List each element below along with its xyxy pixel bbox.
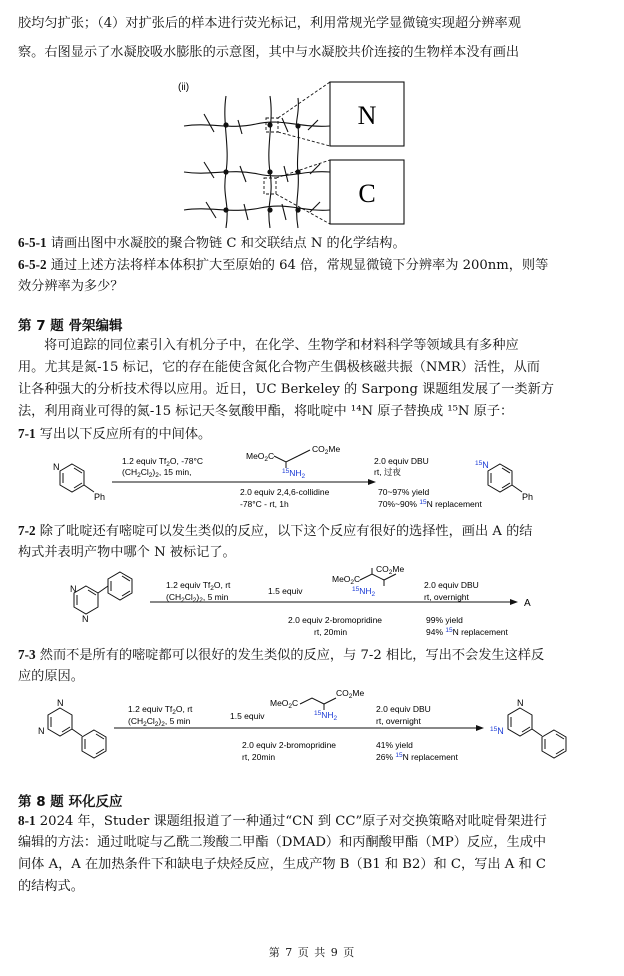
svg-text:N: N: [38, 726, 45, 736]
svg-text:Ph: Ph: [522, 492, 534, 502]
scheme2-conditions3: rt, overnight: [424, 592, 469, 602]
scheme3-reagent2: 2.0 equiv 2-bromopridine: [242, 740, 337, 750]
phenylpyrimidine-structure: [74, 572, 132, 614]
question-number: 6-5-1: [18, 235, 47, 250]
scheme1-yield: 70~97% yield: [378, 487, 430, 497]
svg-text:MeO2C: MeO$_2$C: [246, 451, 275, 463]
question-7-3: [18, 644, 610, 668]
question-6-5-1: [18, 232, 610, 256]
scheme2-replacement: 94% $^{15}$N replacement: [426, 627, 508, 637]
question-8-1-line-4: 的结构式。: [18, 879, 84, 894]
scheme2-yield: 99% yield: [426, 615, 463, 625]
svg-text:CO2Me: $CO_2Me$: [336, 688, 365, 700]
svg-text:CO2Me: $CO_2Me$: [312, 444, 341, 456]
product-a-label: A: [524, 598, 531, 609]
question-7-3-cont: 应的原因。: [18, 669, 84, 684]
question-text: 通过上述方法将样本体积扩大至原始的 64 倍，常规显微镜下分辨率为 200nm，则等: [50, 258, 549, 273]
pyridine-n: N: [53, 462, 60, 472]
scheme1-conditions2: -78°C - rt, 1h: [240, 499, 289, 509]
svg-text:CO2Me: $CO_2Me$: [376, 564, 405, 576]
svg-text:(CH2Cl2)2, 5 min: $(CH_2Cl_2)_2$, 5 min: [166, 592, 229, 604]
section-7-title: 第 7 题 骨架编辑: [18, 318, 123, 334]
question-text: 然而不是所有的嘧啶都可以很好的发生类似的反应，与 7-2 相比，写出不会发生这样反: [39, 648, 545, 663]
question-text: 写出以下反应所有的中间体。: [39, 427, 212, 442]
question-number: 7-1: [18, 426, 36, 441]
phenyl-label: Ph: [94, 492, 106, 502]
scheme2-conditions2: rt, 20min: [314, 627, 348, 637]
svg-text:N: N: [517, 698, 524, 708]
question-text: 请画出图中水凝胶的聚合物链 C 和交联结点 N 的化学结构。: [50, 236, 406, 251]
pyridine-structure: [60, 464, 94, 492]
crosslink-label-n: N: [357, 101, 377, 130]
intro-line-2: 察。右图显示了水凝胶吸水膨胀的示意图，其中与水凝胶共价连接的生物样本没有画出: [18, 45, 520, 60]
svg-text:1.2 equiv Tf2O, -78°C: 1.2 equiv $Tf_2O$, -78°C: [122, 456, 204, 468]
question-number: 6-5-2: [18, 257, 47, 272]
question-number: 8-1: [18, 813, 36, 828]
reaction-scheme-2: [14, 564, 614, 644]
question-text: 除了吡啶还有嘧啶可以发生类似的反应，以下这个反应有很好的选择性，画出 A 的结: [39, 524, 533, 539]
svg-text:1.2 equiv Tf2O, rt: 1.2 equiv $Tf_2O$, rt: [128, 704, 193, 716]
question-7-2: [18, 520, 610, 544]
zoom-box-bottom: [264, 178, 276, 194]
scheme3-conditions3: rt, overnight: [376, 716, 421, 726]
scheme3-replacement: 26% $^{15}$N replacement: [376, 752, 458, 762]
scheme1-replacement: 70%~90% $^{15}$N replacement: [378, 499, 482, 509]
section-7-para-2: 用。尤其是氮-15 标记，它的存在能使含氮化合物产生偶极核磁共振（NMR）活性，从而: [18, 360, 540, 375]
chain-label-c: C: [358, 179, 376, 208]
crosslink-nodes: [223, 122, 300, 212]
scheme3-yield: 41% yield: [376, 740, 413, 750]
aspartate-structure: [274, 450, 310, 468]
reaction-scheme-1: [14, 444, 614, 516]
section-7-para-3: 让各种强大的分析技术得以应用。近日，UC Berkeley 的 Sarpong 课题组发展了一类新方: [18, 382, 554, 397]
scheme1-reagent3: 2.0 equiv DBU: [374, 456, 429, 466]
labelled-pyrimidine-product: [508, 708, 566, 758]
scheme2-reagent2: 2.0 equiv 2-bromopridine: [288, 615, 383, 625]
question-7-2-cont: 构式并表明产物中哪个 N 被标记了。: [18, 545, 236, 560]
svg-text:15N: $^{15}$N: [475, 460, 489, 470]
scheme2-equiv: 1.5 equiv: [268, 586, 303, 596]
question-6-5-2-cont: 效分辨率为多少？: [18, 279, 124, 294]
polymer-network: [184, 96, 330, 228]
svg-text:15NH2: $^{15}NH_2$: [314, 710, 338, 722]
page-footer: 第 7 页 共 9 页: [268, 946, 356, 959]
question-7-1: [18, 423, 610, 447]
section-7-para-4: 法，利用商业可得的氮-15 标记天冬氨酸甲酯，将吡啶中 ¹⁴N 原子替换成 ¹⁵N 原子：: [18, 404, 514, 419]
hydrogel-figure: [170, 74, 430, 232]
question-number: 7-2: [18, 523, 36, 538]
question-8-1-line-3: 间体 A，A 在加热条件下和缺电子炔烃反应，生成产物 B（B1 和 B2）和 C，写出 A 和 C: [18, 857, 546, 872]
figure-panel-label: (ii): [178, 82, 190, 93]
scheme3-conditions2: rt, 20min: [242, 752, 276, 762]
scheme1-conditions3: rt, 过夜: [374, 467, 401, 477]
svg-text:15N: $^{15}$N: [490, 726, 504, 736]
scheme3-reagent3: 2.0 equiv DBU: [376, 704, 431, 714]
svg-text:(CH2Cl2)2, 15 min,: $(CH_2Cl_2)_2$, 15 min,: [122, 467, 192, 479]
svg-text:N: N: [57, 698, 64, 708]
svg-text:15NH2: $^{15}NH_2$: [282, 468, 306, 480]
section-7-para-1: 将可追踪的同位素引入有机分子中，在化学、生物学和材料科学等领域具有多种应: [44, 338, 519, 353]
reaction-scheme-3: [14, 686, 614, 768]
svg-text:15NH2: $^{15}NH_2$: [352, 586, 376, 598]
svg-text:N: N: [70, 584, 77, 594]
phenylpyrimidine-5-structure: [48, 708, 106, 758]
svg-text:MeO2C: MeO$_2$C: [332, 574, 361, 586]
question-text: 2024 年，Studer 课题组报道了一种通过“CN 到 CC”原子对交换策略对吡啶骨架进行: [35, 814, 547, 829]
intro-line-1: 胶均匀扩张；（4）对扩张后的样本进行荧光标记，利用常规光学显微镜实现超分辨率观: [18, 16, 521, 31]
section-8-title: 第 8 题 环化反应: [18, 794, 123, 810]
svg-text:N: N: [82, 614, 89, 624]
scheme3-equiv: 1.5 equiv: [230, 711, 265, 721]
svg-text:1.2 equiv Tf2O, rt: 1.2 equiv $Tf_2O$, rt: [166, 580, 231, 592]
question-number: 7-3: [18, 647, 36, 662]
question-6-5-2: [18, 254, 610, 278]
question-8-1-line-2: 编辑的方法：通过吡啶与乙酰二羧酸二甲酯（DMAD）和丙酮酸甲酯（MP）反应，生成中: [18, 835, 547, 850]
scheme1-reagent2: 2.0 equiv 2,4,6-collidine: [240, 487, 330, 497]
svg-text:(CH2Cl2)2, 5 min: $(CH_2Cl_2)_2$, 5 min: [128, 716, 191, 728]
svg-text:MeO2C: MeO$_2$C: [270, 698, 299, 710]
scheme2-reagent3: 2.0 equiv DBU: [424, 580, 479, 590]
labelled-pyridine-structure: [488, 464, 522, 492]
question-8-1: [18, 810, 610, 834]
